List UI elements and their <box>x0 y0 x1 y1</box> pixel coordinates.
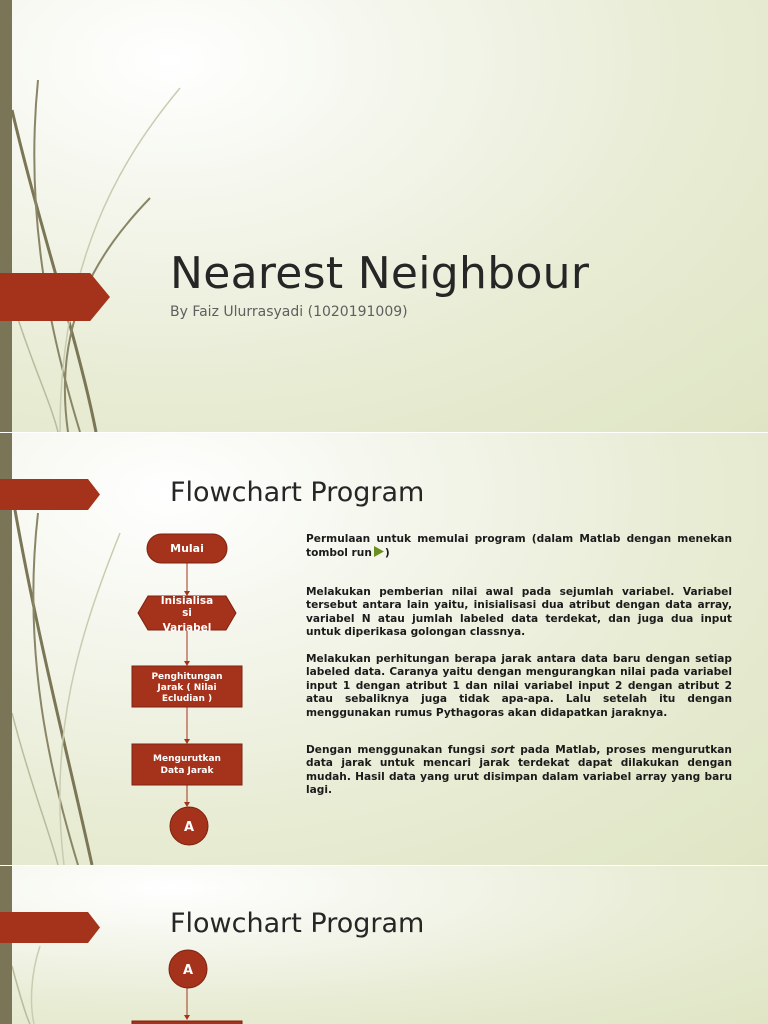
run-icon <box>373 546 384 557</box>
flow-arrowhead <box>184 661 190 666</box>
distance-label-line2: Jarak ( Nilai <box>157 683 217 693</box>
sort-label-line2: Data Jarak <box>160 766 214 776</box>
start-label: Mulai <box>170 542 204 555</box>
flowchart-slide-1[interactable] <box>0 433 768 865</box>
flowchart-diagram <box>0 433 300 865</box>
description-start-text-end: ) <box>384 547 390 560</box>
slide-title: Flowchart Program <box>170 908 425 939</box>
description-distance: Melakukan perhitungan berapa jarak antara data baru dengan setiap labeled data. Caranya yaitu dengan mengurangkan nilai pada variabel input 1 dengan atribut 1 dan nilai variabel input 2 dengan atribut 2 atau sebaliknya juga tidak apa-apa. Lalu setelah itu dengan menggunakan rumus Pythagoras akan didapatkan jaraknya. <box>306 653 732 719</box>
connector-label: A <box>183 820 195 835</box>
distance-label-line3: Ecludian ) <box>161 694 213 704</box>
description-sort-text-2: pada Matlab, proses mengurutkan data jarak untuk mencari jarak terdekat dapat dilakukan dengan mudah. Hasil data yang urut disimpan dalam variabel array yang baru lagi. <box>306 744 732 797</box>
decorative-swoosh-lines <box>0 0 200 432</box>
description-start-text: Permulaan untuk memulai program (dalam Matlab dengan menekan tombol run <box>306 533 732 560</box>
description-sort <box>306 744 732 798</box>
left-accent-bar <box>0 0 12 432</box>
flow-arrowhead <box>184 802 190 807</box>
description-start <box>306 533 732 561</box>
description-sort-keyword: sort <box>490 744 515 756</box>
description-initialization: Melakukan pemberian nilai awal pada sejumlah variabel. Variabel tersebut antara lain yaitu, inisialisasi dua atribut dengan data array, variabel N atau jumlah labeled data terdekat, dan juga dua input untuk diperikasa golongan classnya. <box>306 586 732 639</box>
flowchart-slide-2[interactable] <box>0 866 768 1024</box>
sort-label-line1: Mengurutkan <box>153 754 221 764</box>
init-label-line1: Inisialisa <box>160 595 214 607</box>
title-arrow-tab <box>0 273 110 321</box>
presentation-subtitle: By Faiz Ulurrasyadi (1020191009) <box>170 304 408 320</box>
init-label-line3: Variabel <box>162 622 212 634</box>
init-label-line2: si <box>182 607 192 619</box>
flow-arrowhead <box>184 1015 190 1020</box>
sort-process-box <box>132 744 242 785</box>
slide-title: Flowchart Program <box>170 477 425 508</box>
distance-label-line1: Penghitungan <box>151 672 223 682</box>
flowchart-diagram <box>0 866 300 1024</box>
presentation-title: Nearest Neighbour <box>170 248 590 299</box>
flow-arrowhead <box>184 739 190 744</box>
connector-label: A <box>182 963 194 978</box>
title-slide[interactable] <box>0 0 768 432</box>
description-sort-text-1: Dengan menggunakan fungsi <box>306 744 486 756</box>
